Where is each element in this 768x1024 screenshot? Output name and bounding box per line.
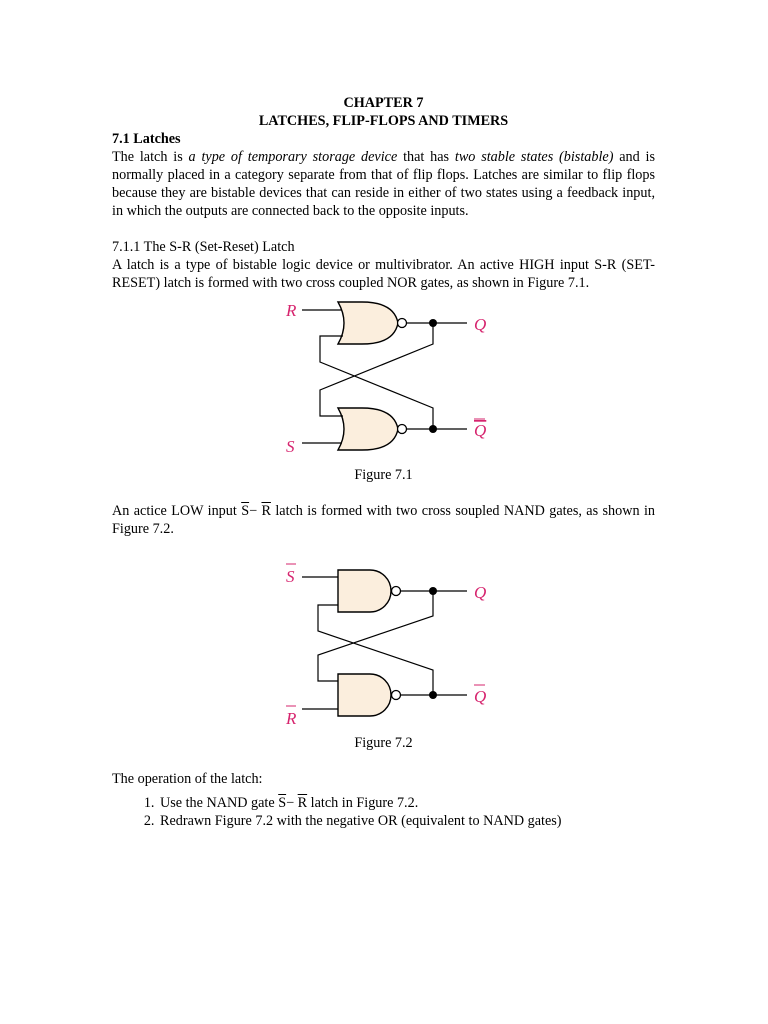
document-page: [112, 94, 655, 830]
list-item: 1. Use the NAND gate $\overline{S}- \overline{R}$ latch in Figure 7.2.: [158, 794, 655, 812]
nand-gate-bottom: [338, 674, 391, 716]
figure-7-2-caption: Figure 7.2: [354, 735, 413, 751]
operation-list: [112, 794, 655, 830]
nand-latch-diagram: [282, 556, 497, 732]
input-r-bar-label: R: [286, 709, 297, 728]
output-q-bar-label: Q: [474, 687, 487, 706]
active-low-paragraph: An actice LOW input $\overline{S}- \overline{R}$ latch is formed with two cross soupled NAND gates, as shown in Figure 7.2.: [112, 503, 655, 537]
output-q-bar-label: Q: [474, 421, 487, 440]
figure-7-1-caption: Figure 7.1: [354, 467, 413, 483]
operation-heading: The operation of the latch:: [112, 771, 263, 787]
sr-paragraph: A latch is a type of bistable logic device or multivibrator. An active HIGH input S-R (SET-RESET) latch is formed with two cross coupled NOR gates, as shown in Figure 7.1.: [112, 257, 655, 291]
figure-7-2: [0, 556, 768, 734]
output-q-label: Q: [474, 315, 487, 334]
nor-latch-diagram: [282, 292, 497, 464]
input-s-label: S: [286, 437, 295, 456]
output-q-label: Q: [474, 583, 487, 602]
chapter-heading: CHAPTER 7: [343, 95, 424, 111]
nand-gate-top: [338, 570, 391, 612]
subsection-heading: 7.1.1 The S-R (Set-Reset) Latch: [112, 239, 295, 255]
nor-gate-bottom: [338, 408, 398, 450]
chapter-title: LATCHES, FLIP-FLOPS AND TIMERS: [258, 113, 509, 129]
section-heading: 7.1 Latches: [112, 131, 181, 147]
figure-7-1: [0, 292, 768, 466]
input-s-bar-label: S: [286, 567, 295, 586]
emphasis-bistable: two stable states (bistable): [454, 149, 614, 165]
list-item: 2. Redrawn Figure 7.2 with the negative OR (equivalent to NAND gates): [158, 812, 655, 830]
input-r-label: R: [286, 301, 297, 320]
nor-gate-top: [338, 302, 398, 344]
intro-paragraph: The latch is a type of temporary storage device that has two stable states (bistable) and is normally placed in a category separate from that of flip flops. Latches are similar to flip flops because they are bistable devices that can reside in either of two states using a feedback input, in which the outputs are connected back to the opposite inputs.: [112, 149, 656, 219]
emphasis-storage: a type of temporary storage device: [188, 149, 398, 165]
